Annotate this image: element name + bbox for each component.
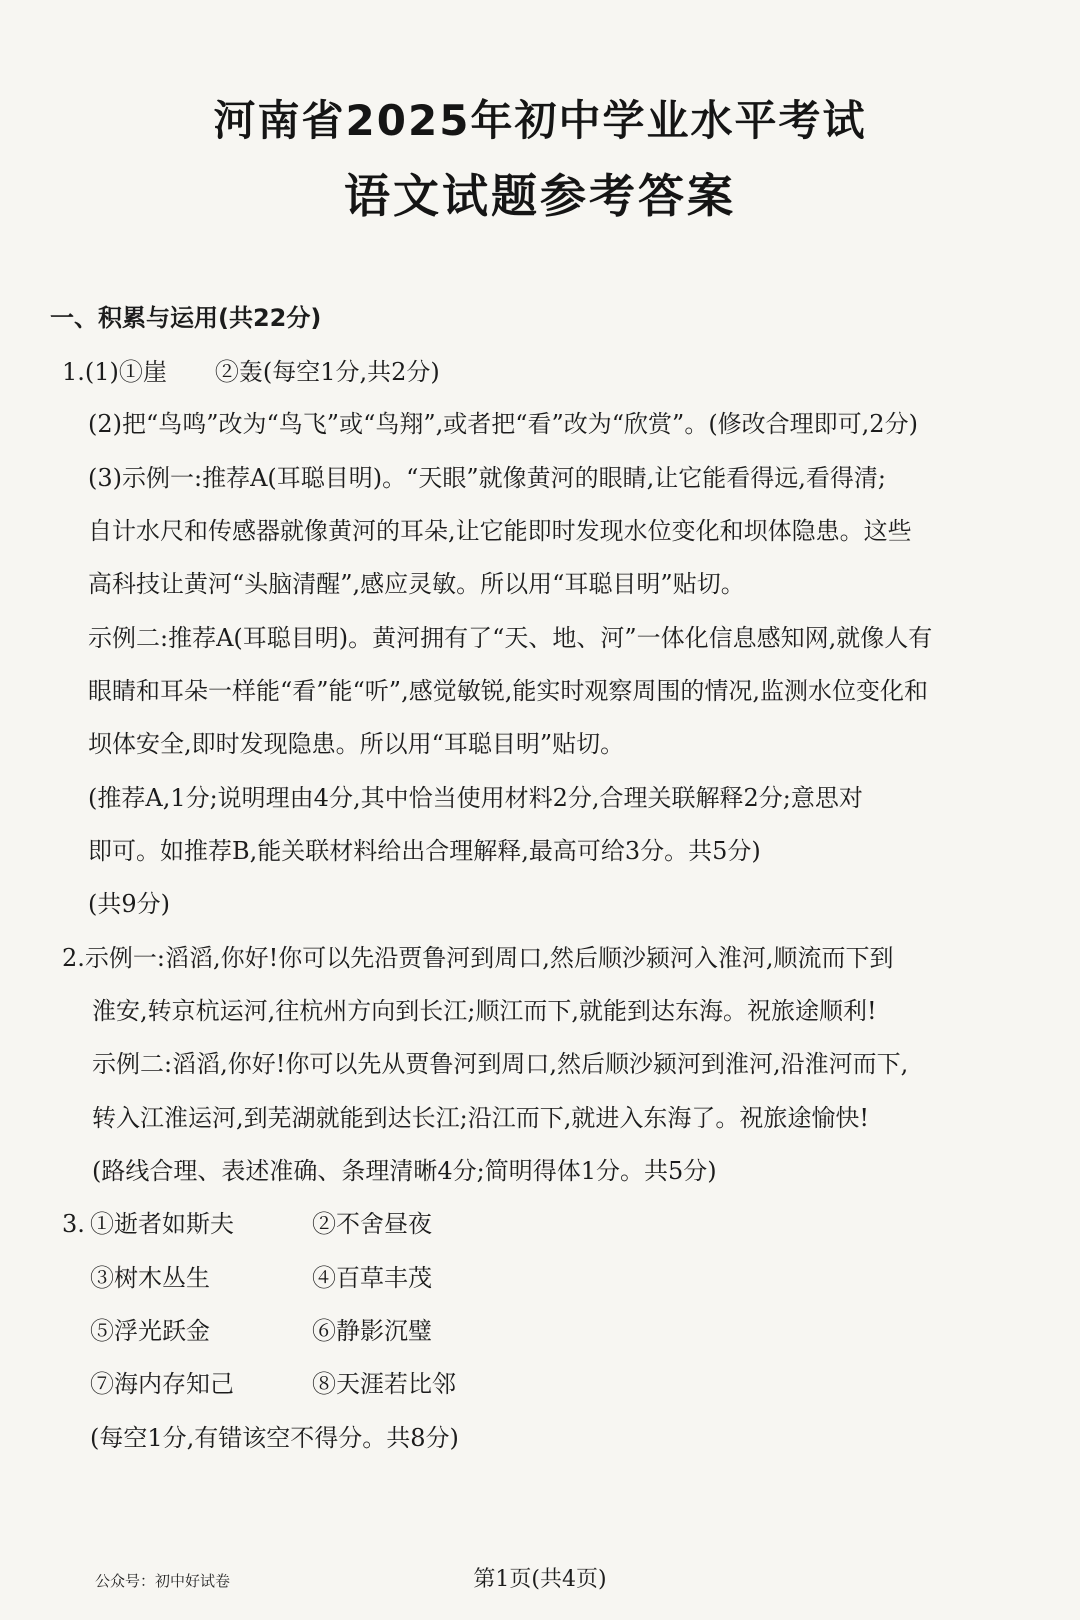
q1-total: (共9分): [88, 890, 170, 918]
q1-example2-line1: 示例二:推荐A(耳聪目明)。黄河拥有了“天、地、河”一体化信息感知网,就像人有: [88, 624, 933, 652]
q1-scoring-line2: 即可。如推荐B,能关联材料给出合理解释,最高可给3分。共5分): [88, 837, 761, 865]
q3-answer-8: ⑧天涯若比邻: [312, 1370, 456, 1398]
q1-part3-line1: (3)示例一:推荐A(耳聪目明)。“天眼”就像黄河的眼睛,让它能看得远,看得清;: [88, 464, 887, 492]
q1-part1: 1.(1)①崖 ②轰(每空1分,共2分): [62, 358, 440, 386]
q3-answer-6: ⑥静影沉璧: [312, 1317, 432, 1345]
q1-scoring-line1: (推荐A,1分;说明理由4分,其中恰当使用材料2分,合理关联解释2分;意思对: [88, 784, 863, 812]
exam-title: 河南省2025年初中学业水平考试: [213, 96, 867, 145]
q3-answer-1: ①逝者如斯夫: [90, 1210, 234, 1238]
answer-key-title: 语文试题参考答案: [344, 169, 736, 223]
q3-answer-4: ④百草丰茂: [312, 1264, 432, 1292]
section-heading: 一、积累与运用(共22分): [50, 304, 322, 332]
q3-answer-5: ⑤浮光跃金: [90, 1317, 210, 1345]
q1-example2-line3: 坝体安全,即时发现隐患。所以用“耳聪目明”贴切。: [88, 730, 625, 758]
q3-answer-2: ②不舍昼夜: [312, 1210, 432, 1238]
q1-example2-line2: 眼睛和耳朵一样能“看”能“听”,感觉敏锐,能实时观察周围的情况,监测水位变化和: [88, 677, 928, 705]
q3-number: 3.: [62, 1210, 85, 1238]
q3-answer-7: ⑦海内存知己: [90, 1370, 234, 1398]
q1-part2: (2)把“鸟鸣”改为“鸟飞”或“鸟翔”,或者把“看”改为“欣赏”。(修改合理即可,2分): [88, 410, 918, 438]
q2-example2-line2: 转入江淮运河,到芜湖就能到达长江;沿江而下,就进入东海了。祝旅途愉快!: [92, 1104, 869, 1132]
q3-answer-3: ③树木丛生: [90, 1264, 210, 1292]
q1-part3-line2: 自计水尺和传感器就像黄河的耳朵,让它能即时发现水位变化和坝体隐患。这些: [88, 517, 912, 545]
page-number: 第1页(共4页): [473, 1567, 607, 1592]
footer-account: 公众号：初中好试卷: [95, 1572, 231, 1590]
q2-example2-line1: 示例二:滔滔,你好!你可以先从贾鲁河到周口,然后顺沙颍河到淮河,沿淮河而下,: [92, 1050, 909, 1078]
q3-scoring: (每空1分,有错该空不得分。共8分): [90, 1424, 459, 1452]
q2-scoring: (路线合理、表述准确、条理清晰4分;简明得体1分。共5分): [92, 1157, 717, 1185]
q2-example1-line2: 淮安,转京杭运河,往杭州方向到长江;顺江而下,就能到达东海。祝旅途顺利!: [92, 997, 877, 1025]
q1-part3-line3: 高科技让黄河“头脑清醒”,感应灵敏。所以用“耳聪目明”贴切。: [88, 570, 745, 598]
q2-example1-line1: 2.示例一:滔滔,你好!你可以先沿贾鲁河到周口,然后顺沙颍河入淮河,顺流而下到: [62, 944, 894, 972]
